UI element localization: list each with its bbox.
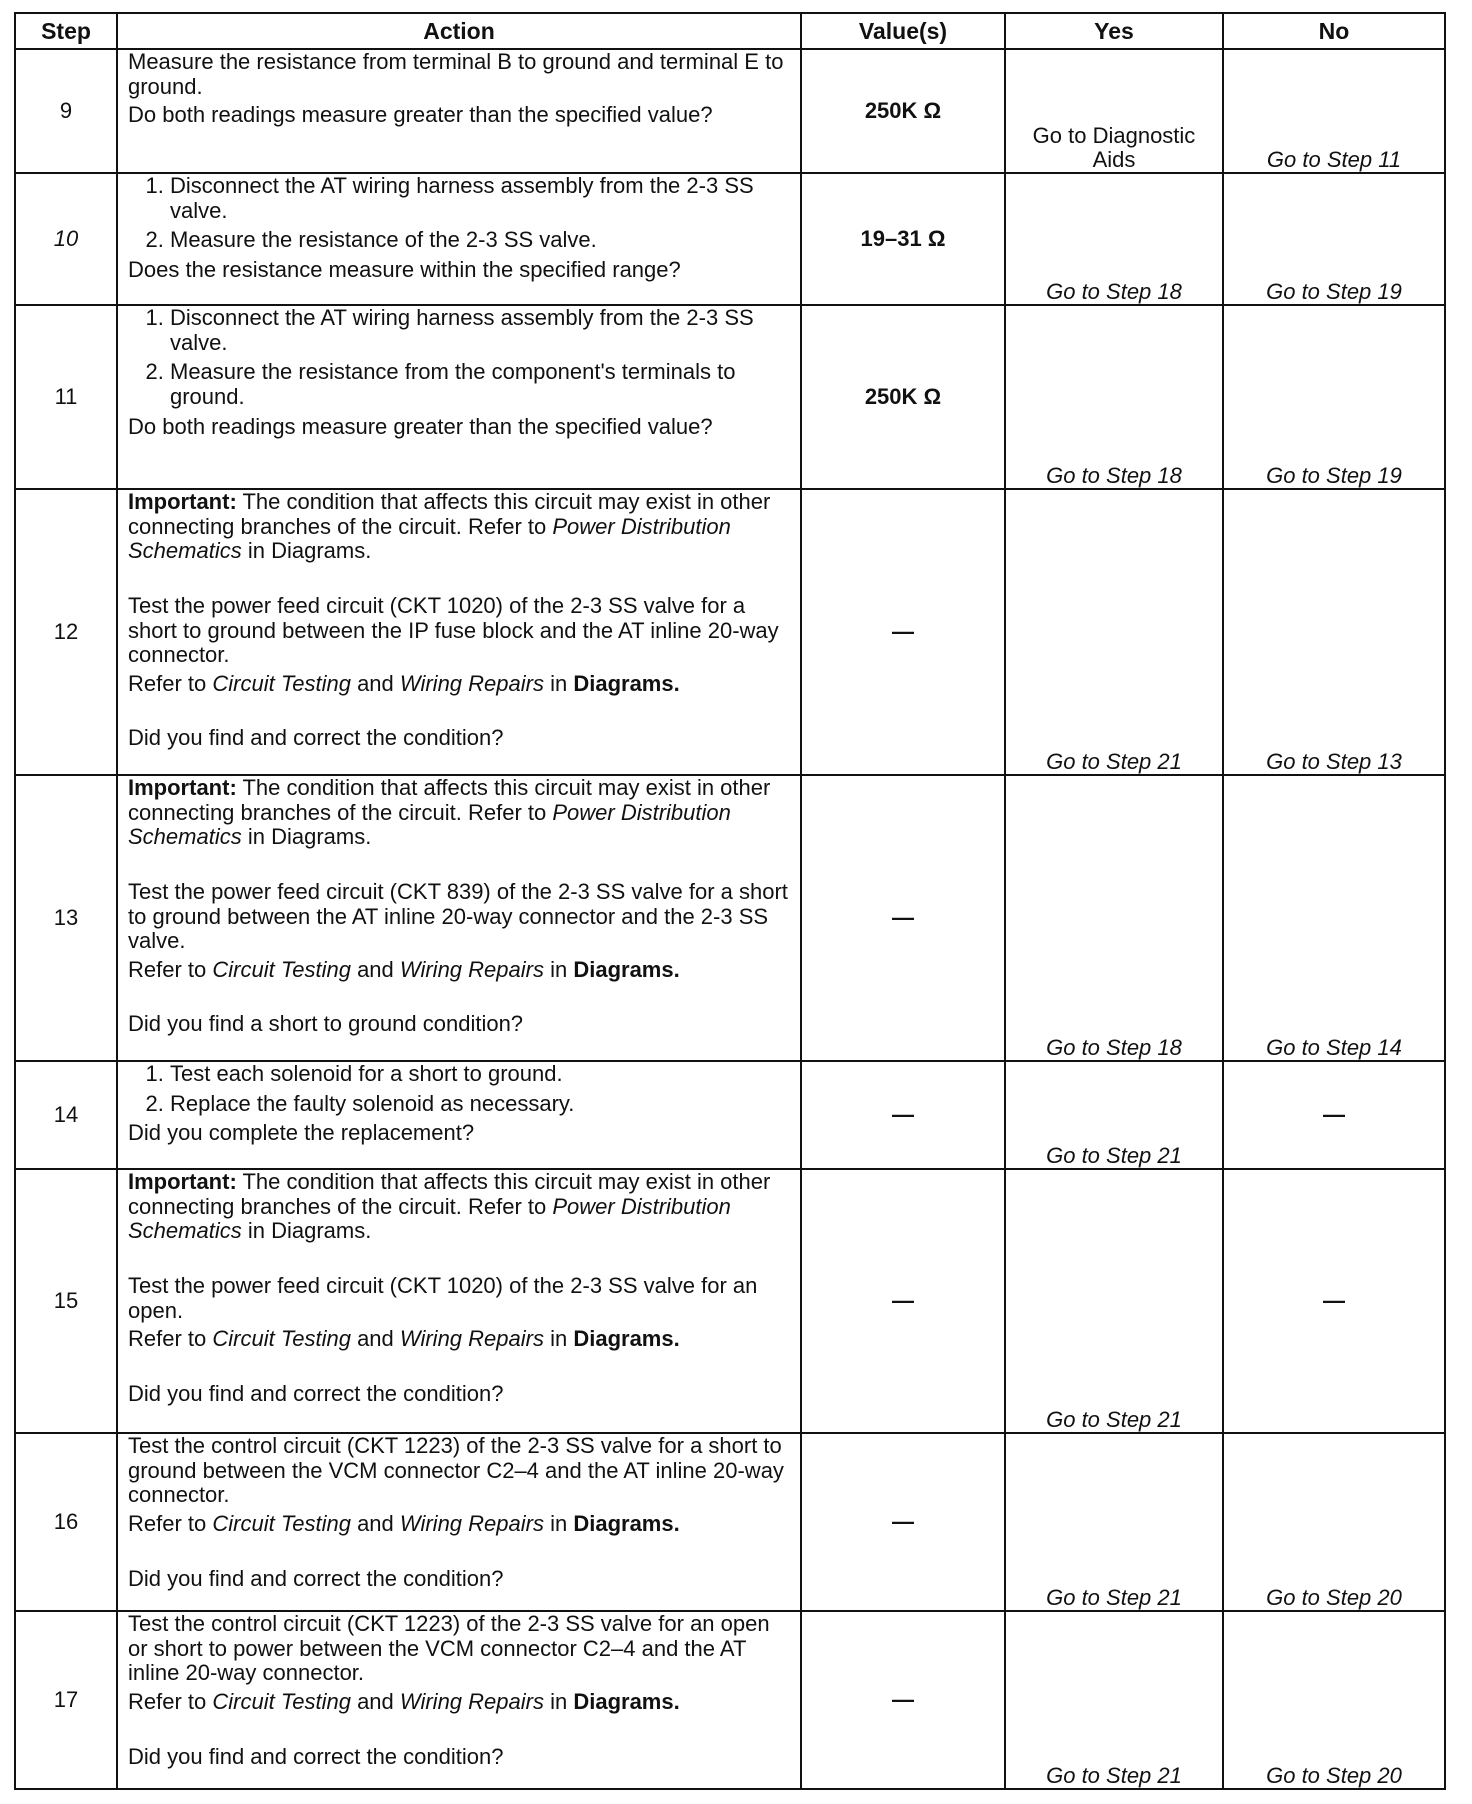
important-ref: Power Distribution Schematics (128, 799, 731, 850)
table-row (15, 1061, 1445, 1169)
no-cell: Go to Step 13 (1223, 489, 1445, 775)
refer-line (128, 1327, 790, 1352)
important-text: The condition that affects this circuit may exist in other connecting branches of the circuit. Refer to (128, 775, 771, 825)
value-cell: 250K Ω (801, 49, 1005, 173)
action-question: Do both readings measure greater than the specified value? (128, 102, 713, 128)
no-cell: Go to Step 20 (1223, 1611, 1445, 1789)
action-list-item: 2. Measure the resistance of the 2-3 SS valve. (170, 228, 790, 253)
action-question: Did you find and correct the condition? (128, 725, 504, 751)
table-row (15, 1169, 1445, 1433)
header-no: No (1223, 13, 1445, 49)
refer-diagrams: Diagrams. (573, 956, 680, 982)
refer-diagrams: Diagrams. (573, 1688, 680, 1714)
action-text: Test the power feed circuit (CKT 839) of the 2-3 SS valve for a short to ground between the AT inline 20-way connector and the 2-3 SS valve. (128, 878, 788, 954)
no-cell: Go to Step 20 (1223, 1433, 1445, 1611)
refer-wiring-repairs: Wiring Repairs (399, 1326, 544, 1352)
step-number: 10 (15, 173, 117, 305)
refer-circuit-testing: Circuit Testing (212, 1326, 351, 1352)
action-cell (117, 305, 801, 489)
refer-prefix: Refer to (128, 956, 213, 982)
refer-in: in (543, 670, 574, 696)
yes-cell: Go to Step 18 (1005, 173, 1223, 305)
action-question: Did you find a short to ground condition? (128, 1011, 524, 1037)
action-list-item: 2. Replace the faulty solenoid as necessary. (170, 1092, 790, 1117)
refer-in: in (543, 1510, 574, 1536)
no-cell: — (1223, 1169, 1445, 1433)
step-number: 14 (15, 1061, 117, 1169)
important-text: The condition that affects this circuit may exist in other connecting branches of the circuit. Refer to (128, 1169, 771, 1219)
refer-and: and (350, 1510, 400, 1536)
refer-and: and (350, 1688, 400, 1714)
refer-line (128, 1512, 790, 1537)
important-note (128, 490, 790, 564)
header-yes: Yes (1005, 13, 1223, 49)
important-tail: in Diagrams. (241, 824, 372, 850)
diagnostic-table (14, 12, 1446, 1790)
header-action: Action (117, 13, 801, 49)
important-label: Important: (128, 1169, 237, 1194)
table-row (15, 49, 1445, 173)
no-cell: Go to Step 19 (1223, 173, 1445, 305)
table-row (15, 305, 1445, 489)
important-text: The condition that affects this circuit may exist in other connecting branches of the circuit. Refer to (128, 489, 771, 539)
action-question: Did you find and correct the condition? (128, 1565, 504, 1591)
action-list-item: 1. Disconnect the AT wiring harness assembly from the 2-3 SS valve. (170, 174, 790, 223)
action-text: Test the control circuit (CKT 1223) of the 2-3 SS valve for an open or short to power between the VCM connector C2–4 and the AT inline 20-way connector. (128, 1611, 770, 1686)
refer-in: in (543, 1688, 574, 1714)
refer-line (128, 1690, 790, 1715)
refer-wiring-repairs: Wiring Repairs (399, 956, 544, 982)
yes-cell: Go to Step 18 (1005, 305, 1223, 489)
refer-line (128, 672, 790, 697)
yes-cell: Go to Step 21 (1005, 1169, 1223, 1433)
yes-cell: Go to Step 21 (1005, 1061, 1223, 1169)
refer-circuit-testing: Circuit Testing (212, 1688, 351, 1714)
action-text: Test the power feed circuit (CKT 1020) of the 2-3 SS valve for an open. (128, 1272, 758, 1323)
yes-cell: Go to Step 21 (1005, 1611, 1223, 1789)
refer-prefix: Refer to (128, 1510, 213, 1536)
header-values: Value(s) (801, 13, 1005, 49)
refer-and: and (350, 956, 400, 982)
table-row (15, 775, 1445, 1061)
action-question: Did you complete the replacement? (128, 1120, 475, 1146)
refer-wiring-repairs: Wiring Repairs (399, 1510, 544, 1536)
refer-and: and (350, 1326, 400, 1352)
refer-prefix: Refer to (128, 670, 213, 696)
value-cell: — (801, 1169, 1005, 1433)
refer-in: in (543, 956, 574, 982)
action-cell (117, 489, 801, 775)
important-label: Important: (128, 489, 237, 514)
refer-and: and (350, 670, 400, 696)
refer-prefix: Refer to (128, 1326, 213, 1352)
important-note (128, 776, 790, 850)
important-tail: in Diagrams. (241, 538, 372, 564)
yes-cell: Go to Diagnostic Aids (1005, 49, 1223, 173)
table-row (15, 1611, 1445, 1789)
action-question: Did you find and correct the condition? (128, 1743, 504, 1769)
action-list (128, 306, 790, 410)
table-row (15, 489, 1445, 775)
table-row (15, 1433, 1445, 1611)
important-tail: in Diagrams. (241, 1218, 372, 1244)
refer-circuit-testing: Circuit Testing (212, 956, 351, 982)
no-cell: — (1223, 1061, 1445, 1169)
refer-wiring-repairs: Wiring Repairs (399, 670, 544, 696)
action-cell (117, 49, 801, 173)
step-number: 13 (15, 775, 117, 1061)
refer-circuit-testing: Circuit Testing (212, 1510, 351, 1536)
action-text: Test the power feed circuit (CKT 1020) of the 2-3 SS valve for a short to ground between the IP fuse block and the AT inline 20-way connector. (128, 592, 779, 668)
value-cell: 19–31 Ω (801, 173, 1005, 305)
refer-wiring-repairs: Wiring Repairs (399, 1688, 544, 1714)
action-cell (117, 1169, 801, 1433)
step-number: 11 (15, 305, 117, 489)
action-cell (117, 775, 801, 1061)
step-number: 17 (15, 1611, 117, 1789)
action-list-item: 2. Measure the resistance from the component's terminals to ground. (170, 360, 790, 409)
value-cell: — (801, 1611, 1005, 1789)
refer-line (128, 958, 790, 983)
step-number: 16 (15, 1433, 117, 1611)
action-question: Does the resistance measure within the specified range? (128, 256, 681, 282)
action-text: Measure the resistance from terminal B to ground and terminal E to ground. (128, 49, 784, 99)
step-number: 9 (15, 49, 117, 173)
step-number: 15 (15, 1169, 117, 1433)
value-cell: 250K Ω (801, 305, 1005, 489)
action-list (128, 1062, 790, 1116)
refer-diagrams: Diagrams. (573, 1510, 680, 1536)
action-cell (117, 1433, 801, 1611)
important-note (128, 1170, 790, 1244)
important-ref: Power Distribution Schematics (128, 513, 731, 564)
value-cell: — (801, 775, 1005, 1061)
refer-diagrams: Diagrams. (573, 1326, 680, 1352)
refer-diagrams: Diagrams. (573, 670, 680, 696)
action-cell (117, 1061, 801, 1169)
action-list-item: 1. Disconnect the AT wiring harness assembly from the 2-3 SS valve. (170, 306, 790, 355)
header-row (15, 13, 1445, 49)
yes-cell: Go to Step 18 (1005, 775, 1223, 1061)
step-number: 12 (15, 489, 117, 775)
refer-prefix: Refer to (128, 1688, 213, 1714)
important-label: Important: (128, 775, 237, 800)
value-cell: — (801, 1061, 1005, 1169)
action-cell (117, 173, 801, 305)
action-cell (117, 1611, 801, 1789)
action-question: Do both readings measure greater than the specified value? (128, 413, 713, 439)
no-cell: Go to Step 11 (1223, 49, 1445, 173)
value-cell: — (801, 1433, 1005, 1611)
table-row (15, 173, 1445, 305)
no-cell: Go to Step 19 (1223, 305, 1445, 489)
yes-cell: Go to Step 21 (1005, 1433, 1223, 1611)
action-question: Did you find and correct the condition? (128, 1380, 504, 1406)
header-step: Step (15, 13, 117, 49)
yes-cell: Go to Step 21 (1005, 489, 1223, 775)
action-list (128, 174, 790, 253)
action-list-item: 1. Test each solenoid for a short to ground. (170, 1062, 790, 1087)
refer-circuit-testing: Circuit Testing (212, 670, 351, 696)
no-cell: Go to Step 14 (1223, 775, 1445, 1061)
value-cell: — (801, 489, 1005, 775)
action-text: Test the control circuit (CKT 1223) of the 2-3 SS valve for a short to ground between the VCM connector C2–4 and the AT inline 20-way connector. (128, 1433, 784, 1508)
refer-in: in (543, 1326, 574, 1352)
important-ref: Power Distribution Schematics (128, 1193, 731, 1244)
